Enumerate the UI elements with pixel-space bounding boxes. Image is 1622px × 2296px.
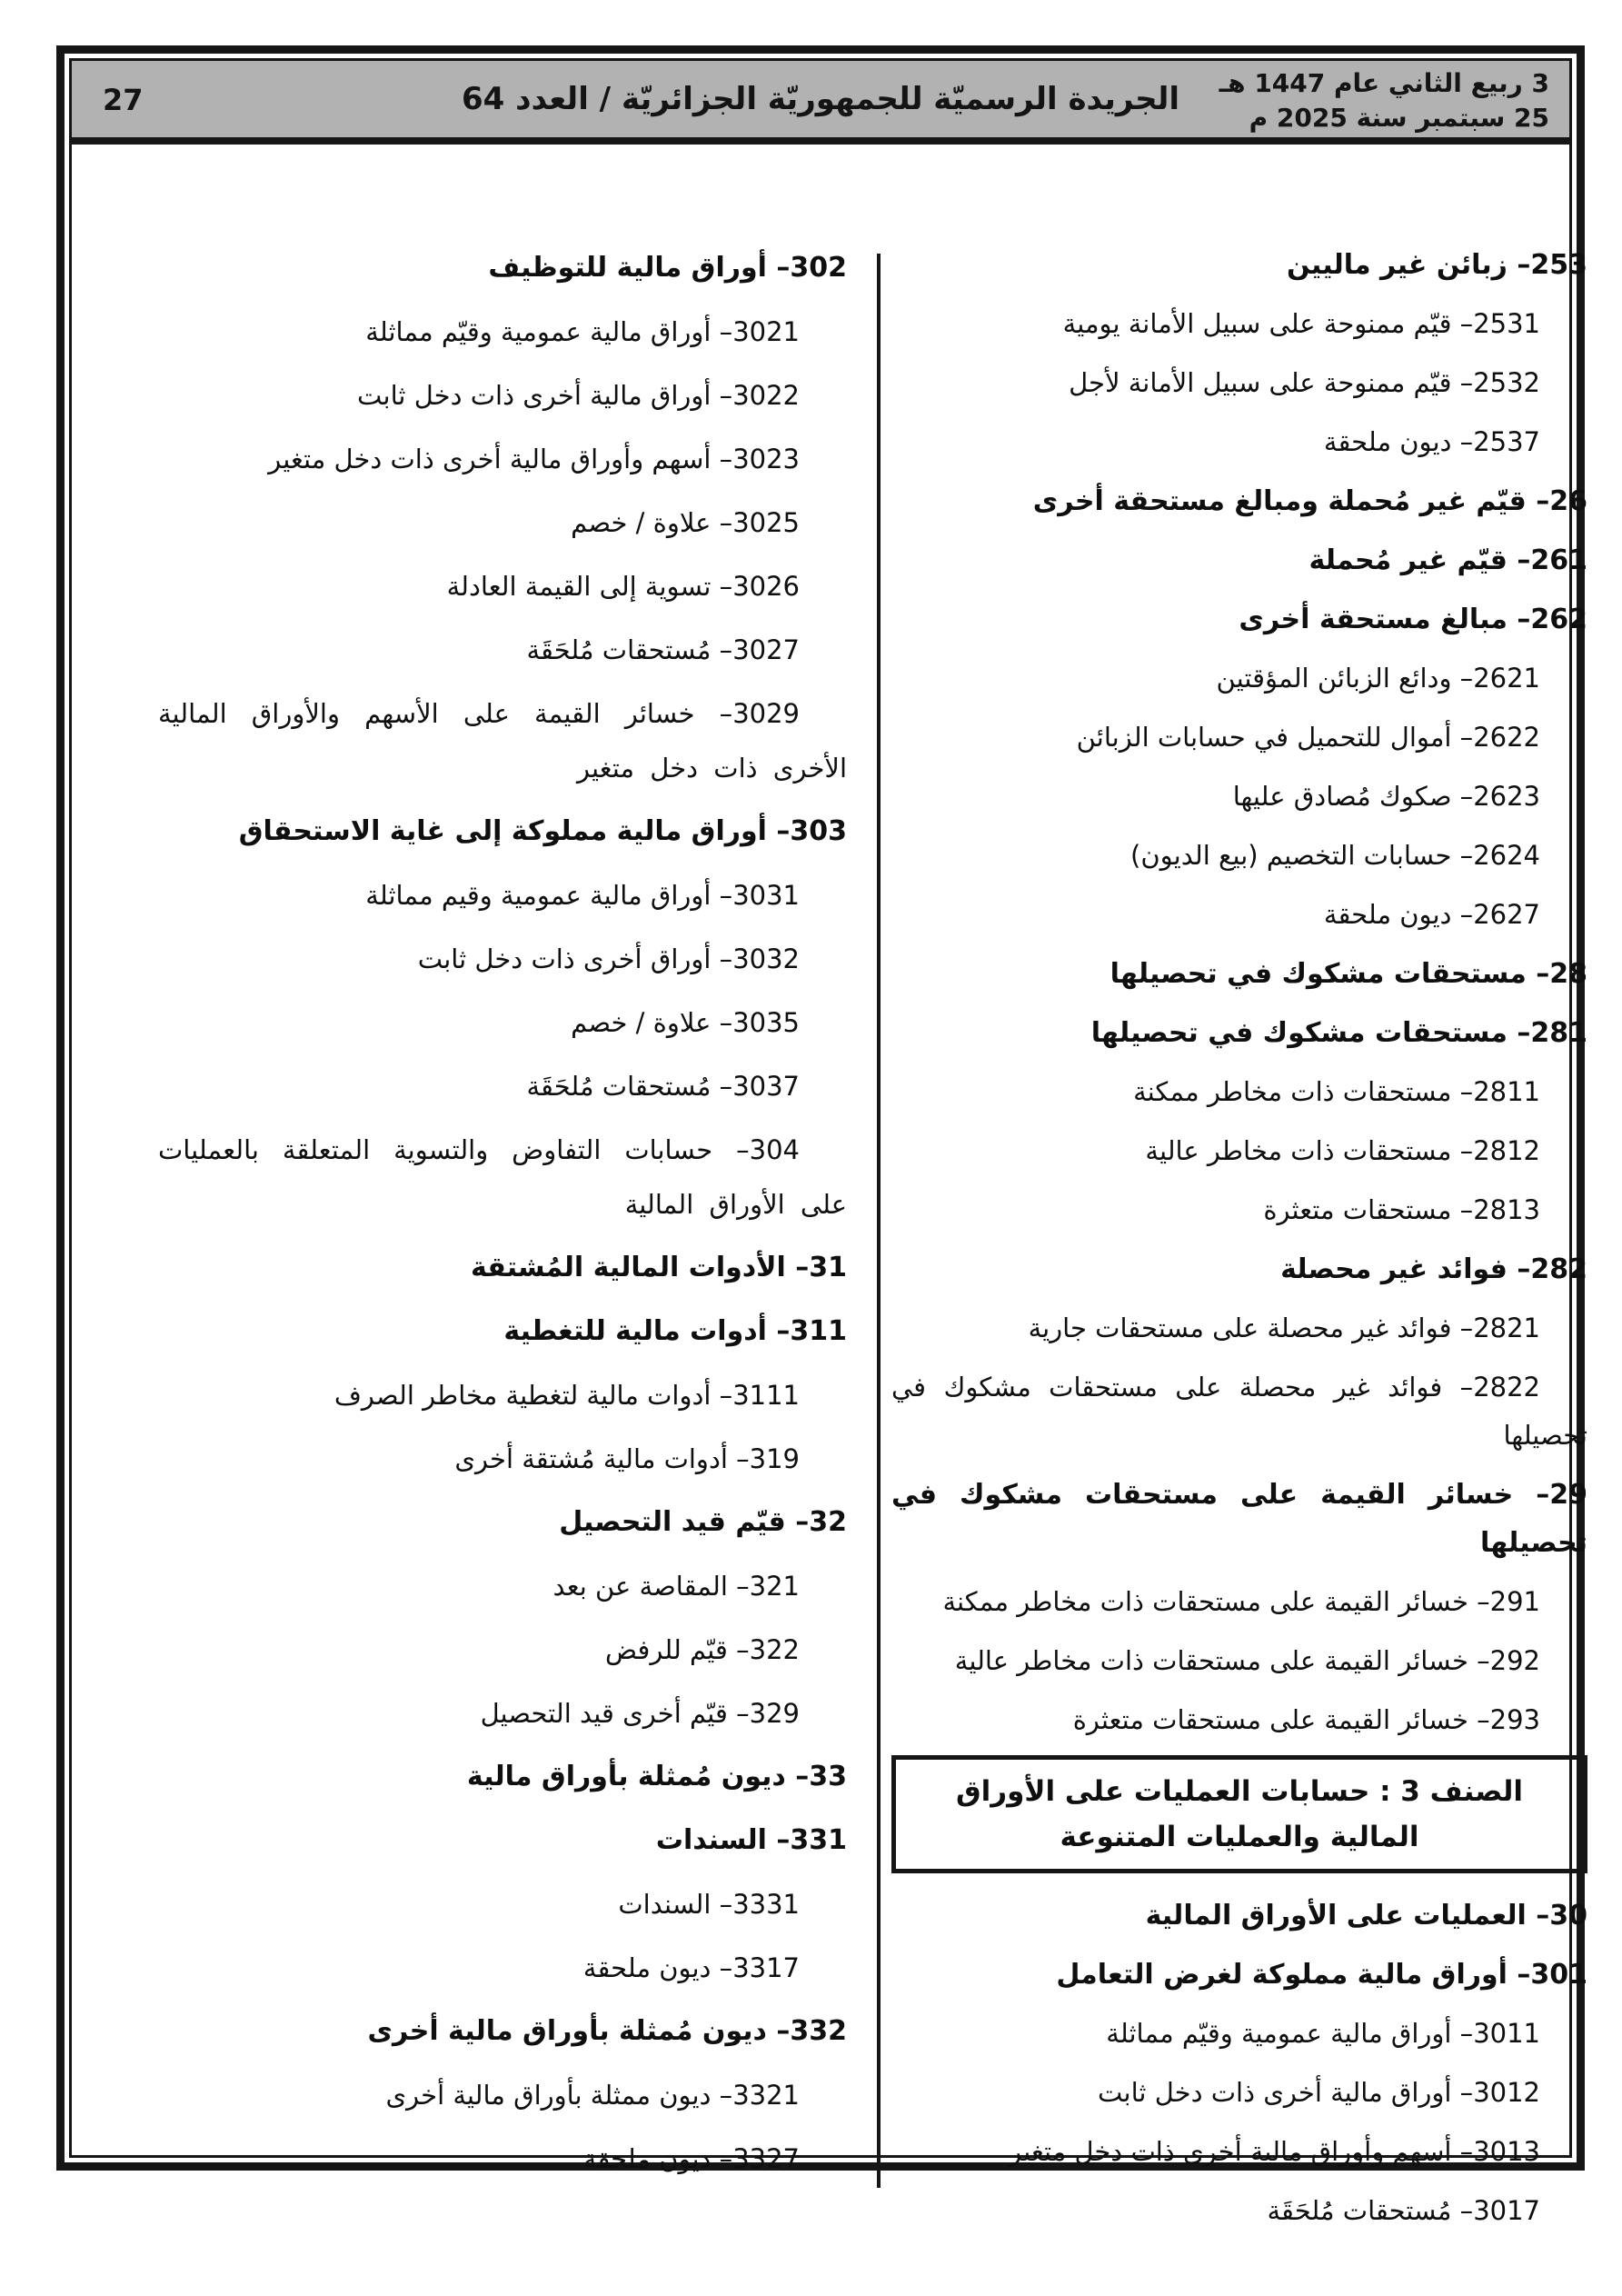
account-entry: 293– خسائر القيمة على مستحقات متعثرة <box>1072 1704 1540 1735</box>
account-entry: 3013– أسهم وأوراق مالية أخرى ذات دخل متغير <box>1009 2136 1540 2167</box>
account-entry: 3317– ديون ملحقة <box>582 1952 800 1983</box>
account-entry: 303– أوراق مالية مملوكة إلى غاية الاستحقاق <box>238 815 847 847</box>
account-entry: 2812– مستحقات ذات مخاطر عالية <box>1145 1135 1540 1166</box>
account-entry: 31– الأدوات المالية المُشتقة <box>470 1252 847 1283</box>
account-entry: 3331– السندات <box>618 1889 800 1920</box>
account-entry: 2811– مستحقات ذات مخاطر ممكنة <box>1133 1076 1540 1107</box>
column-right <box>891 241 1587 2246</box>
account-entry: 2622– أموال للتحميل في حسابات الزبائن <box>1076 722 1540 753</box>
account-entry: 282– فوائد غير محصلة <box>1280 1253 1587 1285</box>
account-entry: 281– مستحقات مشكوك في تحصيلها <box>1090 1017 1587 1049</box>
account-entry: 321– المقاصة عن بعد <box>552 1571 800 1602</box>
date-gregorian: 25 سبتمبر سنة 2025 م <box>1249 103 1549 133</box>
account-entry: 2621– ودائع الزبائن المؤقتين <box>1216 663 1540 694</box>
account-entry: 2813– مستحقات متعثرة <box>1263 1194 1540 1225</box>
account-entry: 2822– فوائد غير محصلة على مستحقات مشكوك في تحصيلها <box>891 1372 1587 1451</box>
account-entry: 28– مستحقات مشكوك في تحصيلها <box>1110 958 1587 990</box>
account-entry: 3023– أسهم وأوراق مالية أخرى ذات دخل متغير <box>268 444 800 474</box>
account-entry: 3021– أوراق مالية عمومية وقيّم مماثلة <box>365 316 800 347</box>
account-entry: 3029– خسائر القيمة على الأسهم والأوراق المالية الأخرى ذات دخل متغير <box>158 698 847 784</box>
date-block <box>1219 66 1549 135</box>
account-entry: 3027– مُستحقات مُلحَقَة <box>526 634 800 665</box>
account-entry: 2627– ديون ملحقة <box>1323 899 1540 930</box>
account-entry: 32– قيّم قيد التحصيل <box>559 1506 847 1538</box>
date-hijri: 3 ربيع الثاني عام 1447 هـ <box>1219 68 1549 98</box>
account-entry: 2624– حسابات التخصيم (بيع الديون) <box>1130 840 1540 871</box>
page-number: 27 <box>103 83 144 117</box>
account-entry: 319– أدوات مالية مُشتقة أخرى <box>454 1443 800 1474</box>
account-entry: 26– قيّم غير مُحملة ومبالغ مستحقة أخرى <box>1032 485 1587 517</box>
account-entry: 2531– قيّم ممنوحة على سبيل الأمانة يومية <box>1062 308 1540 339</box>
account-entry: 292– خسائر القيمة على مستحقات ذات مخاطر عالية <box>954 1645 1540 1676</box>
account-entry: 33– ديون مُمثلة بأوراق مالية <box>466 1761 847 1792</box>
account-entry: 3035– علاوة / خصم <box>571 1007 800 1038</box>
account-entry: 304– حسابات التفاوض والتسوية المتعلقة بالعمليات على الأوراق المالية <box>158 1134 847 1220</box>
account-entry: 3026– تسوية إلى القيمة العادلة <box>446 571 800 602</box>
account-entry: 3025– علاوة / خصم <box>571 507 800 538</box>
account-entry: 3327– ديون ملحقة <box>582 2143 800 2174</box>
account-entry: 2821– فوائد غير محصلة على مستحقات جارية <box>1028 1313 1540 1343</box>
account-entry: 302– أوراق مالية للتوظيف <box>488 252 847 284</box>
gazette-title: الجريدة الرسميّة للجمهوريّة الجزائريّة / العدد 64 <box>461 81 1179 117</box>
column-left <box>158 241 847 2195</box>
account-entry: 3012– أوراق مالية أخرى ذات دخل ثابت <box>1098 2077 1540 2108</box>
account-entry: 301– أوراق مالية مملوكة لغرض التعامل <box>1056 1959 1587 1991</box>
account-entry: 253– زبائن غير ماليين <box>1286 249 1587 281</box>
page-frame <box>56 45 1587 2226</box>
account-entry: 3037– مُستحقات مُلحَقَة <box>526 1071 800 1102</box>
account-entry: 3022– أوراق مالية أخرى ذات دخل ثابت <box>357 380 800 411</box>
account-entry: 30– العمليات على الأوراق المالية <box>1145 1900 1587 1932</box>
account-entry: 3031– أوراق مالية عمومية وقيم مماثلة <box>365 880 800 911</box>
page-frame-inner-line <box>69 58 1587 2226</box>
account-entry: 322– قيّم للرفض <box>604 1634 800 1665</box>
account-entry: 29– خسائر القيمة على مستحقات مشكوك في تحصيلها <box>891 1479 1587 1559</box>
account-entry: 311– أدوات مالية للتغطية <box>503 1315 847 1347</box>
account-entry: 3111– أدوات مالية لتغطية مخاطر الصرف <box>333 1380 800 1411</box>
account-entry: 262– مبالغ مستحقة أخرى <box>1239 604 1587 635</box>
account-entry: 261– قيّم غير مُحملة <box>1309 544 1587 576</box>
account-entry: 3011– أوراق مالية عمومية وقيّم مماثلة <box>1106 2018 1540 2049</box>
account-entry: 2532– قيّم ممنوحة على سبيل الأمانة لأجل <box>1069 367 1540 398</box>
class-3-section-box: الصنف 3 : حسابات العمليات على الأوراق المالية والعمليات المتنوعة <box>891 1755 1587 1873</box>
account-entry: 332– ديون مُمثلة بأوراق مالية أخرى <box>367 2015 847 2047</box>
account-entry: 3032– أوراق أخرى ذات دخل ثابت <box>417 943 800 974</box>
account-entry: 329– قيّم أخرى قيد التحصيل <box>480 1698 800 1729</box>
account-entry: 3321– ديون ممثلة بأوراق مالية أخرى <box>385 2080 800 2111</box>
account-entry: 2537– ديون ملحقة <box>1323 426 1540 457</box>
account-entry: 3017– مُستحقات مُلحَقَة <box>1267 2195 1540 2226</box>
account-entry: 331– السندات <box>655 1824 847 1856</box>
header-band <box>72 61 1569 145</box>
column-divider <box>877 254 881 2188</box>
account-entry: 2623– صكوك مُصادق عليها <box>1232 781 1540 812</box>
account-entry: 291– خسائر القيمة على مستحقات ذات مخاطر ممكنة <box>942 1586 1540 1617</box>
